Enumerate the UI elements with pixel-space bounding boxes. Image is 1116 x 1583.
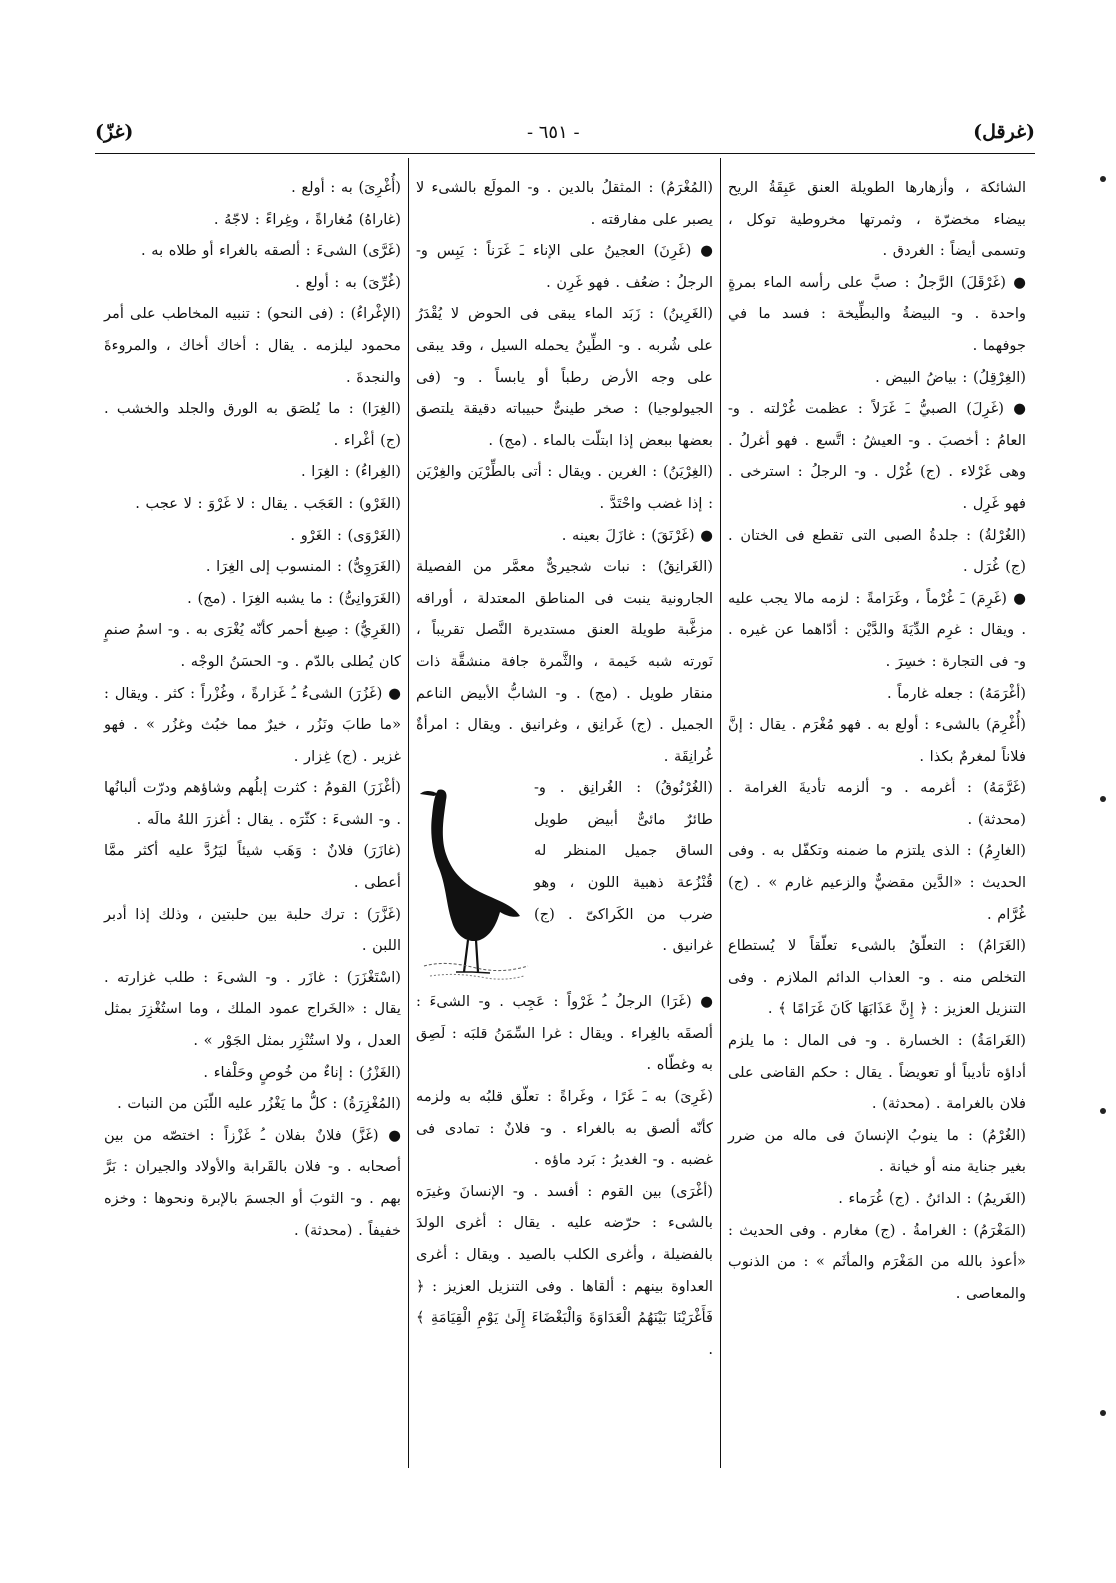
entry: (غَرَّى) الشىءَ : ألصقه بالغراء أو طلاه به .	[141, 242, 401, 260]
entry: (غُرِّىَ) به : أولع .	[295, 273, 401, 291]
entry: (المُغْرَمُ) : المثقلُ بالدين . و- المولَع بالشىء لا يصبر على مفارقته .	[416, 179, 713, 228]
entry: (الغَرانِقُ) : نبات شجيرىٌّ معمَّر من الفصيلة الجارونية ينبت فى المناطق المعتدلة ، أوراقه مزغَّبة طويلة العنق مستديرة النَّصل تقريباً ، نَورته شبه خَيمة ، والثَّمرة جافة منشقَّة ذات منقار طويل . (مج) . و- الشابُّ الأبيض الناعم الجميل . (ج) غَرانِق ، وغرانيق . ويقال : امرأةٌ غُرانِقَة .	[416, 558, 713, 765]
entry: (الغُرْلةُ) : جلدةُ الصبى التى تقطع فى الختان . (ج) غُرَل .	[728, 526, 1026, 576]
page-header	[95, 112, 1035, 152]
margin-mark	[1100, 796, 1106, 802]
entry: (الغَرْو) : العَجَب . يقال : لا غَرْوَ : لا عجب .	[135, 494, 401, 512]
dictionary-columns	[97, 158, 1033, 1468]
column-right	[721, 158, 1033, 1468]
entry: (أُغْرِمَ) بالشىء : أولع به . فهو مُغْرَم . يقال : إنَّ فلاناً لمغرمٌ بكذا .	[728, 716, 1026, 765]
entry: (الغَرِيُّ) : صِبغ أحمر كأنّه يُغْرَى به . و- اسمُ صنمٍ كان يُطلى بالدّم . و- الحسَنُ الوجْه .	[104, 621, 401, 670]
header-right-word: (غرقل)	[973, 121, 1035, 143]
crane-entry-block	[416, 772, 713, 986]
entry: ● (غَرْنَقَ) : غازَلَ بعينه .	[561, 526, 713, 544]
entry: (الغارِمُ) : الذى يلتزم ما ضمنه وتكفّل به . وفى الحديث : «الدَّين مقضيٌّ والزعيم غارم » . (ج) غُرَّام .	[728, 842, 1026, 923]
entry: (الغِرْيَنُ) : الغرين . ويقال : أتى بالطِّرْيَن والغِرْيَن : إذا غضب واحْتَدَّ .	[416, 463, 713, 512]
entry: (اسْتَغْزَرَ) : غازَر . و- الشىءَ : طلب غزارته . يقال : «الخَراج عمود الملك ، وما استُغْزِرَ بمثل العدل ، ولا استُنْزِر بمثل الجَوْر » .	[104, 968, 401, 1050]
margin-mark	[1100, 176, 1106, 182]
entry: (الغَرِينُ) : زَبَد الماء يبقى فى الحوض لا يُقْدَرُ على شُربه . و- الطِّينُ يحمله السيل ، وقد يبقى على وجه الأرض رطباً أو يابساً . و- (فى الجيولوجيا) : صخر طينىٌّ حبيباته دقيقة يلتصق بعضها ببعض إذا ابتلّت بالماء . (مج) .	[416, 305, 713, 449]
column-middle	[409, 158, 721, 1468]
entry: (الغَريمُ) : الدائنُ . (ج) غُرَماء .	[838, 1190, 1026, 1207]
entry: (الغِرَا) : ما يُلصَق به الورق والجلد والخشب . (ج) أغْراء .	[104, 400, 401, 449]
entry: ● (غَزُرَ) الشىءُ ـُ غَزارةً ، وغُزْراً : كثر . ويقال : «ما طابَ ونَزُر ، خيرٌ مما خبُث وغزُر » . فهو غزير . (ج) غِزار .	[104, 684, 401, 765]
entry: (أغْرَمَهُ) : جعله غارماً .	[887, 684, 1026, 702]
entry: (الغَرامَةُ) : الخسارة . و- فى المال : ما يلزم أداؤه تأديباً أو تعويضاً . يقال : حكم القاضى على فلان بالغرامة . (محدثة) .	[728, 1032, 1026, 1113]
column-left	[97, 158, 409, 1468]
entry: (الغَرَوِىُّ) : المنسوب إلى الغِرَا .	[205, 558, 401, 576]
entry: (الإغْراءُ) : (فى النحو) : تنبيه المخاطب على أمر محمود ليلزمه . يقال : أخاك أخاك ، والمروءةَ والنجدةَ .	[104, 305, 401, 386]
crane-illustration	[416, 776, 534, 986]
crane-bird-icon	[416, 776, 534, 986]
entry: (الغَزْرُ) : إناءٌ من خُوصٍ وحَلْفاء .	[203, 1063, 401, 1081]
page-number: - ٦٥١ -	[526, 121, 580, 143]
entry: ● (غَرِلَ) الصبيُّ ـَ غَرَلاً : عظمت غُرْلته . و- العامُ : أخصبَ . و- العيشُ : اتَّسع . فهو أغرلُ . وهى غَرْلاء . (ج) غُرْل . و- الرجلُ : استرخى . فهو غَرِل .	[728, 400, 1026, 512]
entry: (غَرِىَ) به ـَ غَرًا ، وغَراةً : تعلّق قلبُه به ولزمه كأنّه ألصق به بالغراء . و- فلانٌ : تمادى فى غضبه . و- الغديرُ : بَرد ماؤه .	[416, 1088, 713, 1169]
entry: (الغُرْنُوقُ) : الغُرانِق . و- طائرٌ مائىٌّ أبيض طويل الساق جميل المنظر له قُنْزُعة ذهبية اللون ، وهو ضرب من الكَراكىّ . (ج) غرانيق .	[534, 779, 713, 955]
entry: (الغُرْمُ) : ما ينوبُ الإنسانَ فى ماله من ضرر بغير جناية منه أو خيانة .	[728, 1126, 1026, 1176]
entry: (غَرَّمَهُ) : أغرمه . و- ألزمه تأديةَ الغرامة . (محدثة) .	[728, 779, 1026, 828]
entry: (أُغْرِىَ) به : أولع .	[291, 179, 401, 196]
margin-mark	[1100, 1108, 1106, 1114]
header-rule	[95, 153, 1035, 154]
entry: (غَزَّرَ) : ترك حلبة بين حلبتين ، وذلك إذا أدبر اللبن .	[104, 905, 401, 955]
entry: (غازَرَ) فلانٌ : وَهَب شيئاً ليَرُدَّ عليه أكثر ممَّا أعطى .	[104, 842, 401, 892]
margin-mark	[1100, 1410, 1106, 1416]
entry: ● (غَرَا) الرجلُ ـُ غَرْواً : عَجِب . و- الشىءَ : ألصقَه بالغِراء . ويقال : غرا السِّمَنُ قلبَه : لَصِق به وغطّاه .	[416, 993, 713, 1074]
entry: ● (غَرِمَ) ـَ غُرْماً ، وغَرَامةً : لزمه مالا يجب عليه . ويقال : غرِم الدِّيَةَ والدَّيْن : أدّاهما عن غيره . و- فى التجارة : خسِرَ .	[728, 589, 1026, 670]
entry: (الغِرْقِلُ) : بياضُ البيض .	[875, 368, 1026, 386]
entry: ● (غَرِنَ) العجينُ على الإناء ـَ غَرَناً : يَبِس و- الرجلُ : ضعُف . فهو غَرِن .	[416, 242, 713, 291]
entry: (الغَرْوَى) : الغَرْو .	[290, 526, 401, 544]
entry: (أغْرَى) بين القوم : أفسد . و- الإنسانَ وغيرَه بالشىء : حرّضه عليه . يقال : أغرى الولدَ بالفضيلة ، وأغرى الكلب بالصيد . ويقال : أغرى العداوة بينهم : ألقاها . وفى التنزيل العزيز : ﴿ فَأَغْرَيْنَا بَيْنَهُمُ الْعَدَاوَةَ وَالْبَغْضَاءَ إِلَىٰ يَوْمِ الْقِيَامَةِ ﴾ .	[416, 1182, 713, 1358]
entry: ● (غَزَّ) فلانٌ بفلان ـُ غَزْزاً : اختصّه من بين أصحابه . و- فلان بالقَرابة والأولاد والجيران : بَرَّ بهم . و- الثوبَ أو الجسمَ بالإبرة ونحوها : وخزه خفيفاً . (محدثة) .	[104, 1126, 401, 1239]
entry: (غاراهُ) مُغاراةً ، وغِراءً : لاجّهُ .	[213, 210, 401, 228]
header-left-word: (غزّ)	[95, 121, 134, 143]
entry: ● (غَرْقَلَ) الرَّجلُ : صبَّ على رأسه الماء بمرةٍ واحدة . و- البيضةُ والبطِّيخة : فسد ما في جوفهما .	[728, 273, 1026, 354]
entry: (أغْزَرَ) القومُ : كثرت إبلُهم وشاؤهم ودرّت ألبانُها . و- الشىءَ : كثّرَه . يقال : أغزرَ اللهُ مالَه .	[104, 779, 401, 828]
entry: (الغَرَوانِىُّ) : ما يشبه الغِرَا . (مج) .	[187, 589, 401, 607]
entry: الشائكة ، وأزهارها الطويلة العنق عَبِقَةُ الريح بيضاء مخضرّة ، وثمرتها مخروطية توكل ، وتسمى أيضاً : الغردق .	[728, 179, 1026, 260]
entry: (المُغْزِرَةُ) : كلُّ ما يَغْزُر عليه اللّبَن من النبات .	[117, 1095, 401, 1113]
entry: (المَغْرَمُ) : الغرامةُ . (ج) مغارم . وفى الحديث : «أعوذ بالله من المَغْرَم والمأثَم » : من الذنوب والمعاصى .	[728, 1221, 1026, 1302]
entry: (الغَرَامُ) : التعلّقُ بالشىء تعلّقاً لا يُستطاع التخلص منه . و- العذاب الدائم الملازم . وفى التنزيل العزيز : ﴿ إِنَّ عَذَابَهَا كَانَ غَرَامًا ﴾ .	[728, 937, 1026, 1018]
entry: (الغِراءُ) : الغِرَا .	[300, 463, 401, 481]
